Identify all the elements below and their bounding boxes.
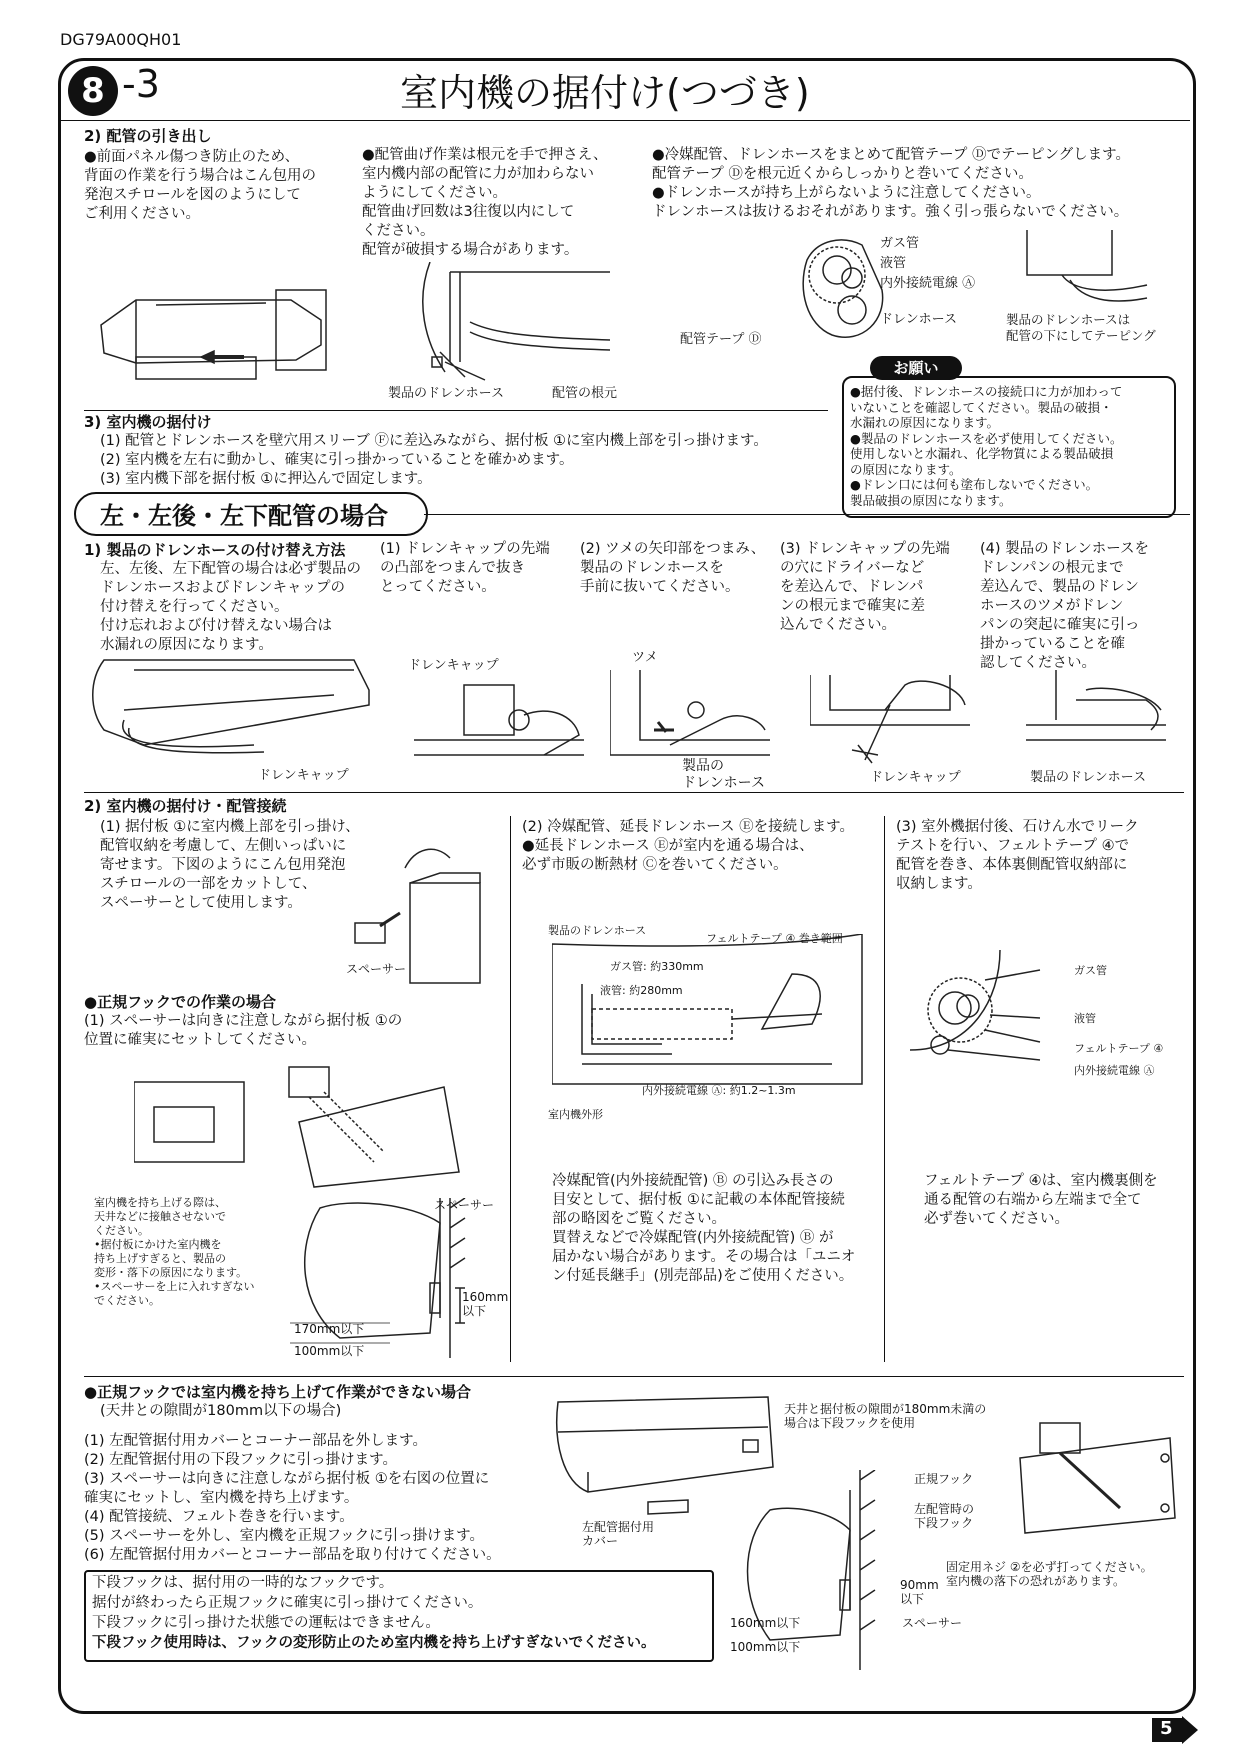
replace-step2: (2) ツメの矢印部をつまみ、 製品のドレンホースを 手前に抜いてください。: [580, 541, 766, 595]
caution-line-1: 下段フックは、据付用の一時的なフックです。: [92, 1575, 394, 1591]
replace-label-cap3: ドレンキャップ: [870, 770, 961, 785]
ceiling-note: 天井と据付板の隙間が180mm未満の 場合は下段フックを使用: [784, 1402, 987, 1430]
pipe-bend-figure: [410, 262, 620, 382]
dim-100: 100mm以下: [294, 1344, 365, 1358]
hook-figure: [134, 1062, 464, 1192]
dim-170: 170mm以下: [294, 1322, 365, 1336]
cover-label: 左配管据付用 カバー: [582, 1520, 655, 1548]
replace-step1: (1) ドレンキャップの先端 の凸部をつまんで抜き とってください。: [380, 541, 550, 595]
install-c2-note: 冷媒配管(内外接続配管) Ⓑ の引込み長さの 目安として、据付板 ①に記載の本体配管接続 部の略図をご覧ください。 買替えなどで冷媒配管(内外接続配管) Ⓑ が 届かない場合があります。その場合は「ユニオ ン付延長継手」(別売部品)をご使用ください。: [552, 1173, 856, 1284]
hook-heading: ●正規フックでの作業の場合: [84, 993, 277, 1011]
section-number: -3: [122, 62, 160, 106]
wall-bracket-figure: [1010, 1418, 1180, 1538]
page-number-text: 5: [1160, 1718, 1173, 1739]
hook-text: (1) スペーサーは向きに注意しながら据付板 ①の 位置に確実にセットしてください。: [84, 1013, 403, 1048]
replace-label-cap2: ドレンキャップ: [408, 658, 499, 673]
c3-label-gas: ガス管: [1074, 964, 1107, 977]
lift-spacer-label: スペーサー: [434, 1198, 495, 1212]
s2-label-pipe-root: 配管の根元: [552, 386, 618, 401]
title-rule: [60, 120, 1190, 121]
document-code: DG79A00QH01: [60, 30, 182, 49]
replace-text: 左、左後、左下配管の場合は必ず製品の ドレンホースおよびドレンキャップの 付け替えを行ってください。 付け忘れおよび付け替えない場合は 水漏れの原因になります。: [100, 561, 361, 653]
hook-label: 正規フック: [914, 1472, 974, 1486]
replace-step4: (4) 製品のドレンホースを ドレンパンの根元まで 差込んで、製品のドレン ホースのツメがドレン パンの突起に確実に引っ 掛かっていることを確 認してください。: [980, 541, 1150, 671]
s2-label-drainhose: ドレンホース: [880, 312, 958, 327]
step4-figure: [1026, 660, 1166, 760]
s2-label-gas: ガス管: [880, 236, 920, 251]
bottom-subheading: (天井との隙間が180mm以下の場合): [100, 1403, 342, 1419]
felt-wrap-figure: [910, 950, 1060, 1070]
step1-figure: [414, 675, 584, 765]
fig-label-outline: 室内機外形: [548, 1108, 603, 1121]
styrofoam-figure: [96, 285, 366, 385]
dim-160: 160mm 以下: [462, 1290, 509, 1318]
install-heading: 2) 室内機の据付け・配管接続: [84, 797, 287, 815]
s2-label-tape: 配管テープ Ⓓ: [680, 332, 762, 347]
s2-label-wire: 内外接続電線 Ⓐ: [880, 276, 976, 291]
step3-figure: [810, 665, 970, 765]
taping-figure: [1022, 230, 1152, 310]
page-number: [1152, 1716, 1192, 1742]
replace-label-cap1: ドレンキャップ: [258, 768, 349, 783]
unit-figure-left: [84, 650, 374, 760]
install-c3-text: (3) 室外機据付後、石けん水でリーク テストを行い、フェルトテープ ④で 配管を巻き、本体裏側配管収納部に 収納します。: [896, 819, 1139, 892]
caution-line-4: 下段フック使用時は、フックの変形防止のため室内機を持ち上げすぎないでください。: [92, 1635, 656, 1651]
install-rule: [84, 792, 1184, 793]
s2-col3-text: ●冷媒配管、ドレンホースをまとめて配管テープ Ⓓでテーピングします。 配管テープ Ⓓを根元近くからしっかりと巻いてください。 ●ドレンホースが持ち上がらないように注意してください。 ドレンホースは抜けるおそれがあります。強く引っ張らないでください。: [652, 147, 1130, 220]
c3-label-wire: 内外接続電線 Ⓐ: [1074, 1064, 1155, 1077]
page-title: 室内機の据付け(つづき): [400, 71, 810, 115]
s2-col2-text: ●配管曲げ作業は根元を手で押さえ、 室内機内部の配管に力が加わらない ようにしてください。 配管曲げ回数は3往復以内にして ください。 配管が破損する場合があります。: [362, 147, 608, 258]
bottom-dim-160: 160mm以下: [730, 1616, 801, 1630]
column-divider-2: [884, 816, 885, 1362]
s2-label-taping-note: 製品のドレンホースは 配管の下にしてテーピング: [1006, 312, 1156, 343]
caution-line-2: 据付が終わったら正規フックに確実に引っ掛けてください。: [92, 1595, 483, 1611]
fig-label-liquid: 液管: 約280mm: [600, 984, 683, 997]
screw-note: 固定用ネジ ②を必ず打ってください。 室内機の落下の恐れがあります。: [946, 1560, 1153, 1588]
lift-note-text: 室内機を持ち上げる際は、 天井などに接触させないで ください。 •据付板にかけた室内機を 持ち上げすぎると、製品の 変形・落下の原因になります。 •スペーサーを上に入れすぎない でください。: [94, 1196, 255, 1307]
replace-label-hose: 製品の ドレンホース: [682, 758, 765, 791]
s2-heading: 2) 配管の引き出し: [84, 127, 212, 145]
onegai-text: ●据付後、ドレンホースの接続口に力が加わって いないことを確認してください。製品の破損・ 水漏れの原因になります。 ●製品のドレンホースを必ず使用してください。 使用しないと水漏れ、化学物質による製品破損 の原因になります。 ●ドレン口には何も塗布しないでください。 製品破損の原因になります。: [850, 384, 1123, 508]
bottom-steps: (1) 左配管据付用カバーとコーナー部品を外します。 (2) 左配管据付用の下段フックに引っ掛けます。 (3) スペーサーは向きに注意しながら据付板 ①を右図の位置に 確実にセットし、室内機を持ち上げます。 (4) 配管接続、フェルト巻きを行います。 (5) スペーサーを外し、室内機を正規フックに引っ掛けます。 (6) 左配管据付用カバーとコーナー部品を取り付けてください。: [84, 1433, 501, 1563]
s2-label-drain-hose: 製品のドレンホース: [388, 386, 505, 401]
c3-label-felt: フェルトテープ ④: [1074, 1042, 1164, 1055]
c3-label-liquid: 液管: [1074, 1012, 1096, 1025]
bottom-heading: ●正規フックでは室内機を持ち上げて作業ができない場合: [84, 1383, 472, 1401]
replace-label-tsume: ツメ: [632, 650, 658, 665]
left-piping-rule: [424, 514, 1190, 515]
s2-col1-text: ●前面パネル傷つき防止のため、 背面の作業を行う場合はこん包用の 発泡スチロールを図のようにして ご利用ください。: [84, 149, 316, 222]
left-piping-title: 左・左後・左下配管の場合: [100, 502, 388, 530]
bottom-spacer-label: スペーサー: [902, 1616, 963, 1630]
install-spacer-label: スペーサー: [346, 962, 407, 976]
column-divider-1: [510, 816, 511, 1362]
s3-text: (1) 配管とドレンホースを壁穴用スリーブ Ⓕに差込みながら、据付板 ①に室内機上部を引っ掛けます。 (2) 室内機を左右に動かし、確実に引っ掛かっていることを確かめます。 (3) 室内機下部を据付板 ①に押込んで固定します。: [100, 433, 768, 487]
onegai-title: お願い: [870, 356, 962, 380]
s3-heading: 3) 室内機の据付け: [84, 413, 212, 431]
dim-90: 90mm 以下: [900, 1578, 939, 1606]
pipe-length-figure: [552, 934, 872, 1094]
install-c1-text: (1) 据付板 ①に室内機上部を引っ掛け、 配管収納を考慮して、左側いっぱいに 寄せます。下図のようにこん包用発泡 スチロールの一部をカットして、 スペーサーとして使用します。: [100, 819, 360, 911]
fig-label-felt: フェルトテープ ④ 巻き範囲: [706, 932, 843, 945]
replace-step3: (3) ドレンキャップの先端 の穴にドライバーなど を差込んで、ドレンパ ンの根元まで確実に差 込んでください。: [780, 541, 950, 633]
fig-label-gas: ガス管: 約330mm: [610, 960, 704, 973]
s3-rule: [84, 410, 828, 411]
caution-line-3: 下段フックに引っ掛けた状態での運転はできません。: [92, 1615, 440, 1631]
s2-label-liquid: 液管: [880, 256, 907, 271]
replace-label-hose2: 製品のドレンホース: [1030, 770, 1147, 785]
bottom-rule: [84, 1376, 1184, 1377]
install-c2-text: (2) 冷媒配管、延長ドレンホース Ⓔを接続します。 ●延長ドレンホース Ⓔが室内を通る場合は、 必ず市販の断熱材 Ⓒを巻いてください。: [522, 819, 855, 873]
replace-heading: 1) 製品のドレンホースの付け替え方法: [84, 541, 346, 559]
fig-label-wire: 内外接続電線 Ⓐ: 約1.2~1.3m: [642, 1084, 796, 1097]
install-c3-note: フェルトテープ ④は、室内機裏側を 通る配管の右端から左端まで全て 必ず巻いてください。: [924, 1173, 1158, 1227]
lower-hook-label: 左配管時の 下段フック: [914, 1502, 975, 1530]
step2-figure: [610, 660, 770, 770]
fig-label-drain: 製品のドレンホース: [548, 924, 647, 937]
bottom-dim-100: 100mm以下: [730, 1640, 801, 1654]
chapter-badge: 8: [68, 66, 118, 116]
